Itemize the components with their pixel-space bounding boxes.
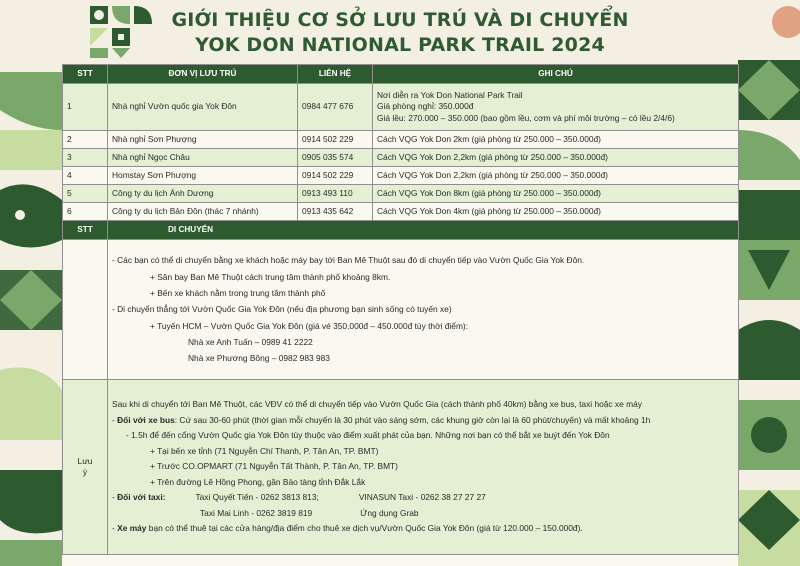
note-taxi: - Đối với taxi: Taxi Quyết Tiến - 0262 3813 813; VINASUN Taxi - 0262 38 27 27 27 (112, 492, 486, 503)
left-decoration (0, 0, 62, 566)
row-name: Homstay Sơn Phượng (108, 167, 298, 185)
row-name: Nhà nghỉ Ngọc Châu (108, 149, 298, 167)
row-stt: 2 (63, 131, 108, 149)
right-decoration (738, 0, 800, 566)
transport-line: + Bến xe khách nằm trong trung tâm thành phố (150, 287, 326, 298)
note-label-line: ý (82, 467, 88, 477)
note-line: Nơi diễn ra Yok Don National Park Trail (377, 89, 523, 100)
table-row (63, 84, 739, 131)
note-row (63, 380, 739, 555)
note-bus-time: - 1.5h để đến cổng Vườn Quốc gia Yok Đôn tùy thuộc vào điểm xuất phát của bạn. Những nơi bạn có thể bắt xe buýt đến Yok Đôn (126, 430, 610, 441)
row-name: Công ty du lịch Ánh Dương (108, 185, 298, 203)
moto-text: bạn có thể thuê tại các cửa hàng/địa điểm cho thuê xe dịch vụ/Vườn Quốc Gia Yok Đôn (giá từ 120.000 – 150.000đ). (146, 523, 583, 534)
note-content (108, 380, 739, 555)
table-row (63, 131, 739, 149)
row-phone: 0984 477 676 (298, 84, 373, 131)
row-name: Nhà nghỉ Vườn quốc gia Yok Đôn (108, 84, 298, 131)
transport-line: Nhà xe Phương Bông – 0982 983 983 (188, 353, 330, 364)
bus-stop: + Tại bến xe tỉnh (71 Nguyễn Chí Thanh, P. Tân An, TP. BMT) (150, 445, 379, 456)
bus-stop: + Trên đường Lê Hồng Phong, gần Bảo tàng tỉnh Đắk Lắk (150, 476, 366, 487)
transport-row (63, 240, 739, 380)
bus-text: : Cứ sau 30-60 phút (thời gian mỗi chuyến là 30 phút vào sáng sớm, các khung giờ còn lại là 60 phút/chuyến) và mất khoảng 1h (174, 414, 651, 425)
transport-line: + Tuyến HCM – Vườn Quốc Gia Yok Đôn (giá vé 350.000đ – 450.000đ tùy thời điểm): (150, 320, 469, 331)
taxi-1: Taxi Quyết Tiến - 0262 3813 813; (195, 492, 319, 503)
page-subtitle: YOK DON NATIONAL PARK TRAIL 2024 (195, 34, 605, 56)
header-contact: LIÊN HỆ (298, 65, 373, 84)
row-stt: 6 (63, 203, 108, 221)
row-note: Cách VQG Yok Don 8km (giá phòng từ 250.000 – 350.000đ) (373, 185, 739, 203)
bus-stop: + Trước CO.OPMART (71 Nguyễn Tất Thành, P. Tân An, TP. BMT) (150, 461, 398, 472)
table-row (63, 203, 739, 221)
row-stt: 3 (63, 149, 108, 167)
table-row (63, 185, 739, 203)
row-phone: 0905 035 574 (298, 149, 373, 167)
header-stt: STT (63, 65, 108, 84)
row-stt: 4 (63, 167, 108, 185)
table-row (63, 167, 739, 185)
transport-content (108, 240, 739, 380)
note-intro: Sau khi di chuyển tới Ban Mê Thuột, các VĐV có thể di chuyển tiếp vào Vườn Quốc Gia (cách thành phố 40km) bằng xe bus, taxi hoặc xe máy (112, 399, 642, 410)
note-line: Giá phòng nghỉ: 350.000đ (377, 101, 474, 112)
info-table (62, 64, 739, 555)
row-note: Cách VQG Yok Don 2,2km (giá phòng từ 250.000 – 350.000đ) (373, 149, 739, 167)
row-phone: 0913 493 110 (298, 185, 373, 203)
transport-line: - Di chuyển thẳng tới Vườn Quốc Gia Yok Đôn (nếu địa phương bạn sinh sống có tuyến xe) (112, 304, 452, 315)
row-stt: 1 (63, 84, 108, 131)
row-phone: 0914 502 229 (298, 131, 373, 149)
taxi-2: VINASUN Taxi - 0262 38 27 27 27 (358, 492, 486, 503)
table-row (63, 149, 739, 167)
note-moto: - Xe máy bạn có thể thuê tại các cửa hàng/địa điểm cho thuê xe dịch vụ/Vườn Quốc Gia Yok Đôn (giá từ 120.000 – 150.000đ). (112, 523, 583, 534)
row-name: Nhà nghỉ Sơn Phượng (108, 131, 298, 149)
transport-line: + Sân bay Ban Mê Thuột cách trung tâm thành phố khoảng 8km. (150, 271, 391, 282)
moto-label: Xe máy (117, 523, 147, 534)
note-taxi-2 (112, 506, 734, 522)
transport-line: Nhà xe Anh Tuấn – 0989 41 2222 (188, 337, 313, 348)
taxi-3: Taxi Mai Linh - 0262 3819 819 (200, 507, 313, 518)
row-stt: 5 (63, 185, 108, 203)
header-transport: DI CHUYỂN (108, 221, 739, 240)
row-note (373, 84, 739, 131)
taxi-4: Ứng dụng Grab (360, 507, 419, 518)
page-title: GIỚI THIỆU CƠ SỞ LƯU TRÚ VÀ DI CHUYỂN (171, 9, 629, 31)
row-phone: 0913 435 642 (298, 203, 373, 221)
note-label (63, 380, 108, 555)
row-note: Cách VQG Yok Don 2km (giá phòng từ 250.000 – 350.000đ) (373, 131, 739, 149)
header-note: GHI CHÚ (373, 65, 739, 84)
note-line: Giá lều: 270.000 – 350.000 (bao gồm lều, cơm và phí môi trường – có lều 2/4/6) (377, 112, 675, 123)
row-note: Cách VQG Yok Don 4km (giá phòng từ 250.000 – 350.000đ) (373, 203, 739, 221)
header-accommodation: ĐƠN VỊ LƯU TRÚ (108, 65, 298, 84)
bus-label: Đối với xe bus (117, 414, 175, 425)
row-phone: 0914 502 229 (298, 167, 373, 185)
taxi-label: Đối với taxi: (117, 492, 166, 503)
note-bus: - Đối với xe bus: Cứ sau 30-60 phút (thời gian mỗi chuyến là 30 phút vào sáng sớm, các khung giờ còn lại là 60 phút/chuyến) và mất khoảng 1h (112, 414, 651, 425)
note-label-line: Lưu (77, 455, 93, 466)
transport-line: - Các bạn có thể di chuyển bằng xe khách hoặc máy bay tới Ban Mê Thuột sau đó di chuyển tiếp vào Vườn Quốc Gia Yok Đôn. (112, 255, 585, 266)
transport-stt (63, 240, 108, 380)
header-stt-transport: STT (63, 221, 108, 240)
row-name: Công ty du lịch Bản Đôn (thác 7 nhánh) (108, 203, 298, 221)
row-note: Cách VQG Yok Don 2,2km (giá phòng từ 250.000 – 350.000đ) (373, 167, 739, 185)
